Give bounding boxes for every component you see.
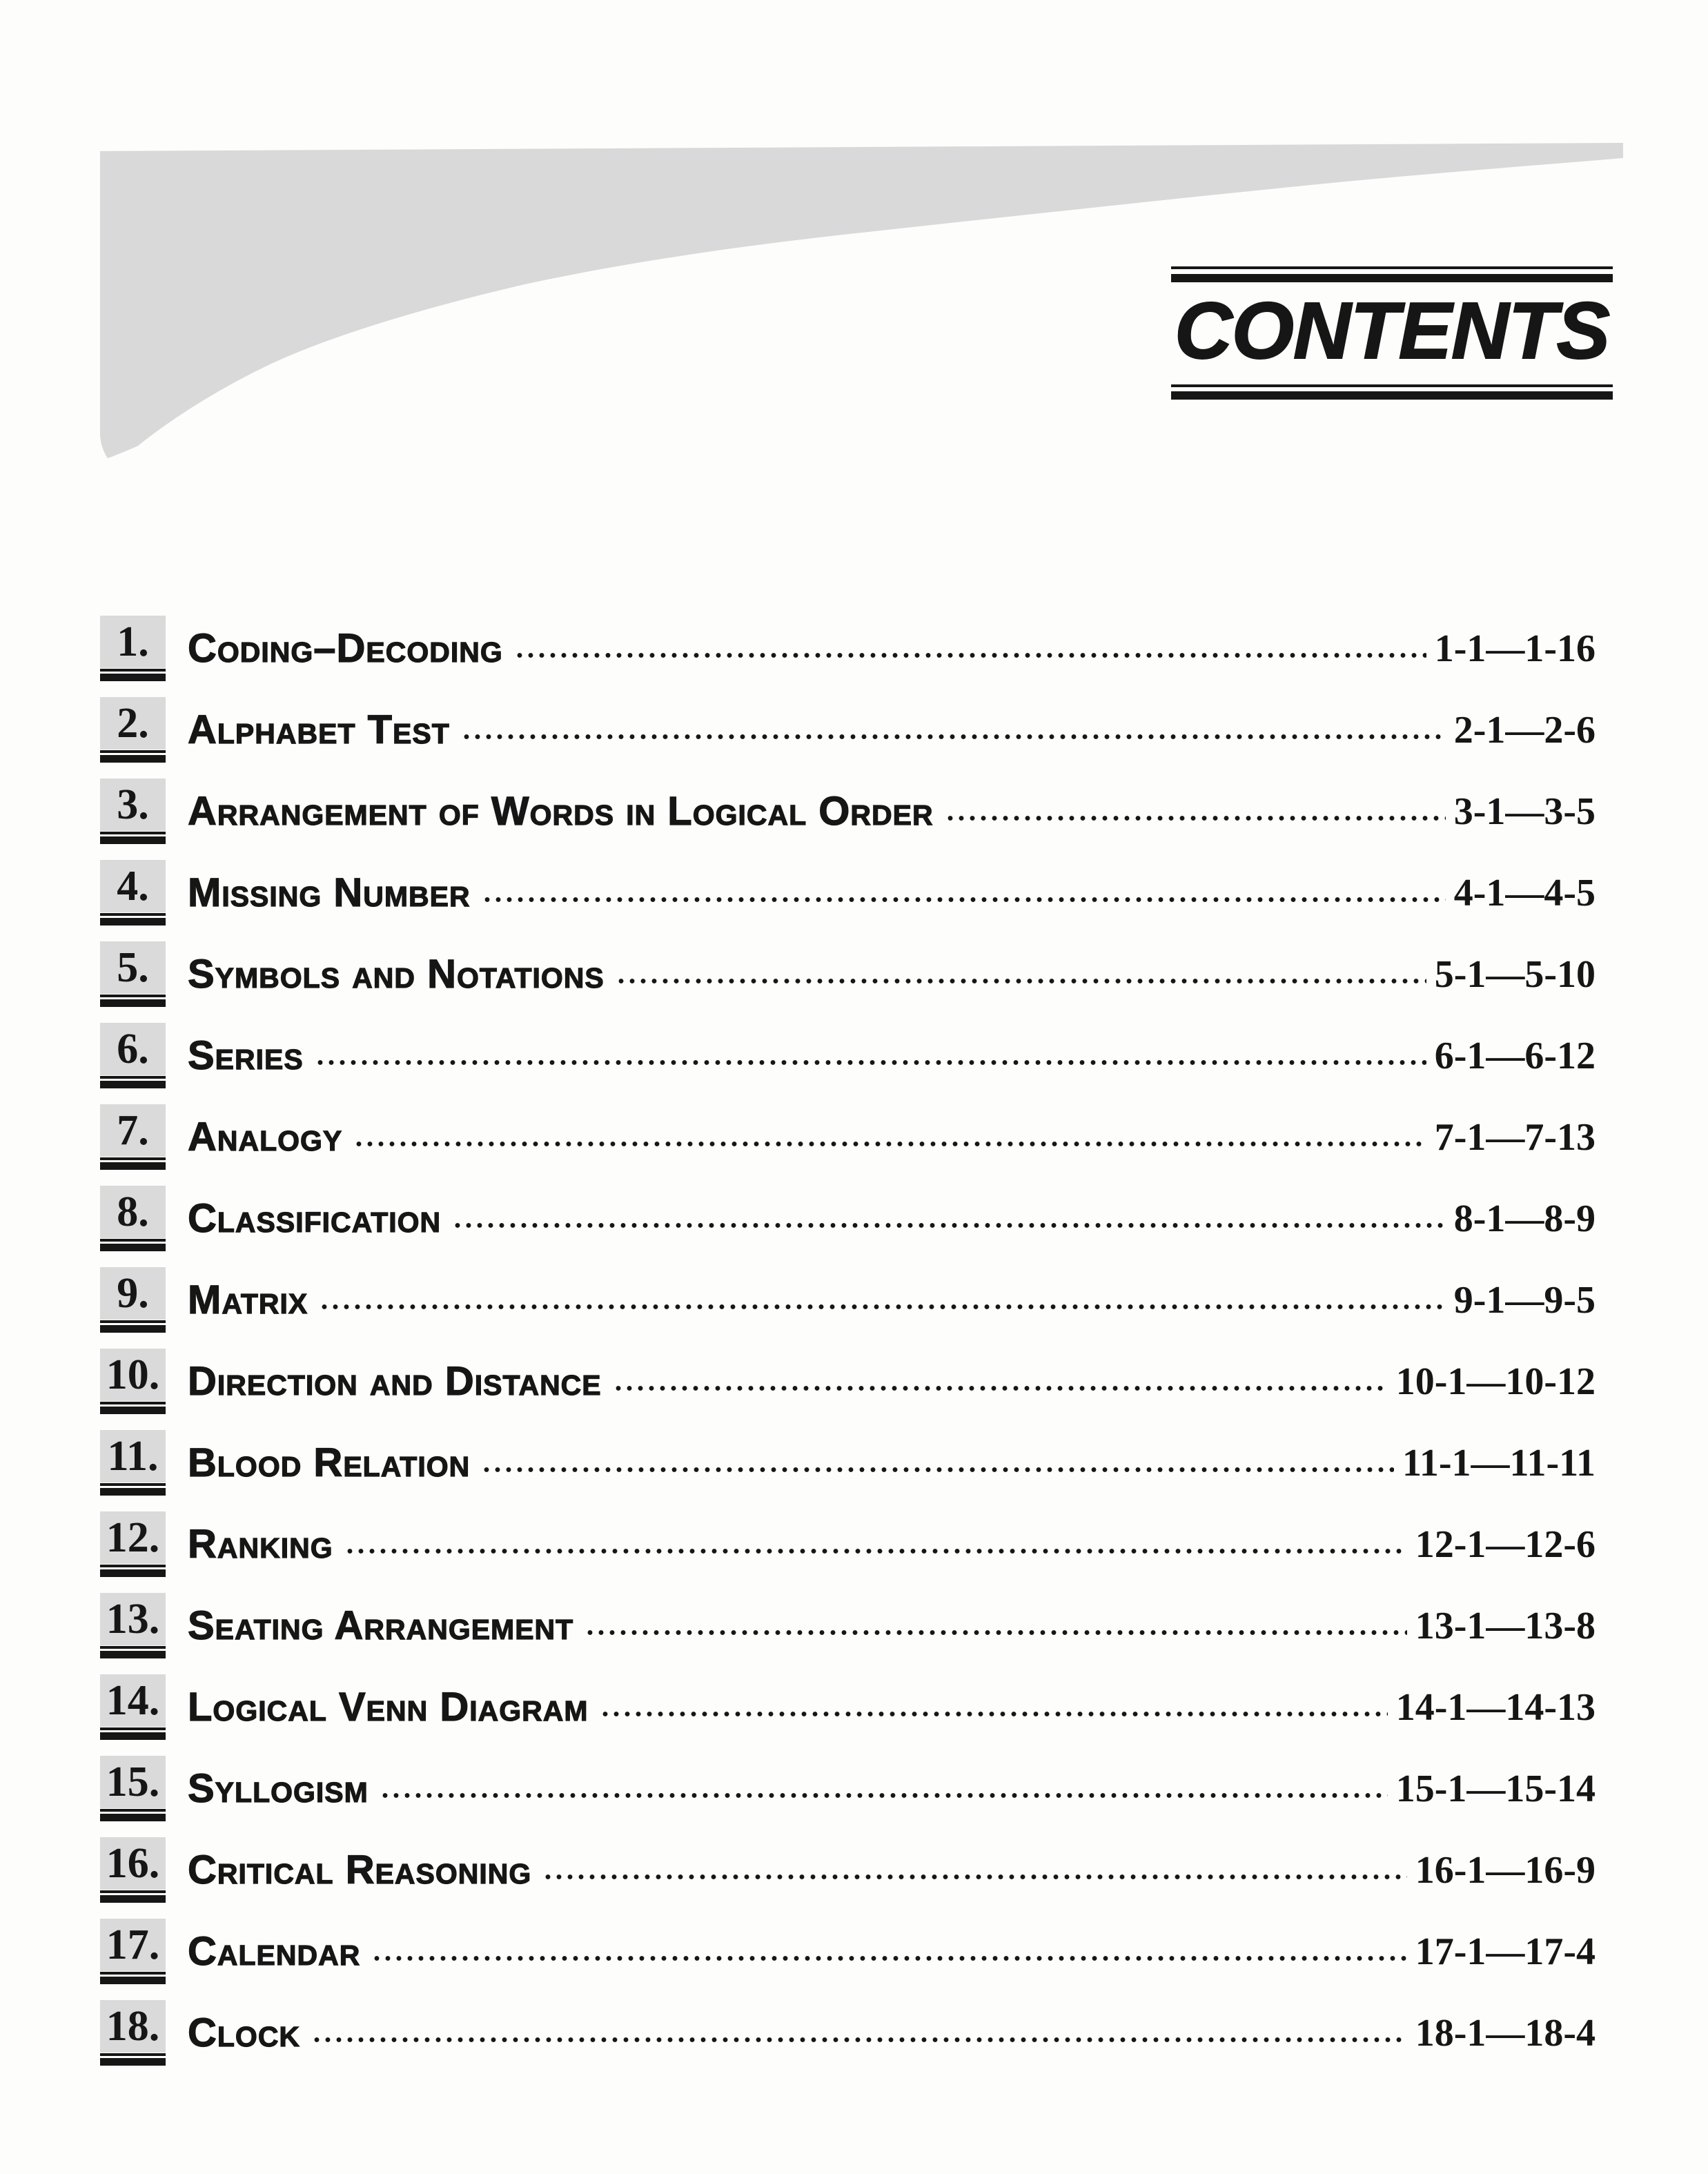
- dotted-leader: [380, 1792, 1388, 1799]
- entry-number-block: [100, 616, 166, 681]
- entry-line: [188, 1035, 1596, 1077]
- entry-number-thick-rule: [100, 1407, 166, 1414]
- entry-page-range: 12-1—12-6: [1415, 1523, 1596, 1566]
- dotted-leader: [315, 1059, 1426, 1066]
- entry-title: Arrangement of Words in Logical Order: [188, 789, 934, 834]
- toc-entry: [0, 768, 1708, 850]
- entry-number-box: [100, 1593, 166, 1645]
- toc-entry: [0, 605, 1708, 687]
- entry-title: Alphabet Test: [188, 707, 450, 752]
- entry-number-thick-rule: [100, 674, 166, 681]
- dotted-leader: [613, 1385, 1388, 1391]
- entry-number-box: [100, 1837, 166, 1890]
- entry-number-thick-rule: [100, 1814, 166, 1821]
- entry-number-box: [100, 1674, 166, 1727]
- entry-number-underline: [100, 1646, 166, 1649]
- entry-number-thick-rule: [100, 1895, 166, 1903]
- entry-number-block: [100, 1674, 166, 1740]
- entry-number-box: [100, 1104, 166, 1157]
- entry-number-box: [100, 1023, 166, 1075]
- entry-number-underline: [100, 2053, 166, 2056]
- entry-number: 4.: [117, 863, 149, 910]
- entry-page-range: 15-1—15-14: [1395, 1767, 1596, 1810]
- entry-line: [188, 1117, 1596, 1158]
- entry-title: Missing Number: [188, 870, 471, 915]
- dotted-leader: [344, 1548, 1407, 1554]
- entry-line: [188, 1361, 1596, 1402]
- toc-entry: [0, 850, 1708, 931]
- dotted-leader: [945, 815, 1446, 821]
- dotted-leader: [319, 1304, 1445, 1310]
- entry-number-block: [100, 2000, 166, 2066]
- entry-title: Calendar: [188, 1929, 361, 1974]
- entry-line: [188, 1687, 1596, 1728]
- entry-number-block: [100, 1919, 166, 1984]
- entry-number-block: [100, 778, 166, 844]
- dotted-leader: [371, 1955, 1406, 1961]
- entry-line: [188, 1768, 1596, 1810]
- toc-entry: [0, 1827, 1708, 1908]
- toc-entry: [0, 1990, 1708, 2071]
- toc-entry: [0, 687, 1708, 768]
- entry-number-underline: [100, 913, 166, 916]
- entry-number: 6.: [117, 1026, 149, 1073]
- entry-number-underline: [100, 1402, 166, 1404]
- entry-page-range: 16-1—16-9: [1415, 1849, 1596, 1892]
- entry-number-thick-rule: [100, 2058, 166, 2066]
- entry-title: Syllogism: [188, 1766, 369, 1811]
- entry-number: 9.: [117, 1270, 149, 1317]
- dotted-leader: [311, 2037, 1407, 2043]
- entry-page-range: 11-1—11-11: [1402, 1442, 1596, 1485]
- entry-number-block: [100, 1267, 166, 1333]
- entry-title: Coding–Decoding: [188, 626, 503, 671]
- entry-line: [188, 1277, 1596, 1322]
- entry-number-block: [100, 1756, 166, 1821]
- entry-number-underline: [100, 1809, 166, 1812]
- toc-entry: [0, 1745, 1708, 1827]
- entry-number: 12.: [106, 1514, 160, 1561]
- header-rule-top-thin: [1171, 266, 1613, 269]
- entry-number-thick-rule: [100, 755, 166, 763]
- entry-number-underline: [100, 1565, 166, 1567]
- entry-page-range: 5-1—5-10: [1434, 953, 1596, 996]
- toc-entry: [0, 1664, 1708, 1745]
- entry-line: [188, 872, 1596, 914]
- entry-number-block: [100, 1837, 166, 1903]
- entry-line: [188, 709, 1596, 751]
- toc-entry: [0, 1501, 1708, 1583]
- entry-number-underline: [100, 1727, 166, 1730]
- page-title: CONTENTS: [1175, 286, 1609, 375]
- dotted-leader: [514, 652, 1426, 658]
- entry-number-underline: [100, 1157, 166, 1160]
- entry-number-box: [100, 1756, 166, 1808]
- entry-number-thick-rule: [100, 1162, 166, 1170]
- dotted-leader: [482, 897, 1446, 903]
- entry-line: [188, 2010, 1596, 2055]
- entry-number: 18.: [106, 2003, 160, 2050]
- entry-number-box: [100, 1511, 166, 1564]
- entry-number-thick-rule: [100, 1325, 166, 1333]
- entry-page-range: 2-1—2-6: [1453, 709, 1596, 752]
- toc-entry: [0, 1338, 1708, 1420]
- entry-number-box: [100, 697, 166, 750]
- entry-number-block: [100, 1511, 166, 1577]
- dotted-leader: [452, 1222, 1446, 1228]
- entry-number-underline: [100, 750, 166, 753]
- entry-line: [188, 791, 1596, 832]
- entry-page-range: 10-1—10-12: [1395, 1360, 1596, 1403]
- entry-title: Analogy: [188, 1115, 343, 1159]
- contents-header: [1171, 266, 1613, 400]
- entry-number-box: [100, 778, 166, 831]
- toc-entry: [0, 1583, 1708, 1664]
- entry-page-range: 7-1—7-13: [1434, 1116, 1596, 1159]
- entry-number-underline: [100, 1890, 166, 1893]
- entry-number-box: [100, 1919, 166, 1971]
- entry-title: Symbols and Notations: [188, 952, 605, 997]
- entry-number: 2.: [117, 700, 149, 747]
- entry-number-box: [100, 860, 166, 912]
- entry-number-thick-rule: [100, 1488, 166, 1496]
- entry-number-thick-rule: [100, 836, 166, 844]
- entry-title: Series: [188, 1033, 304, 1078]
- entry-number: 3.: [117, 781, 149, 828]
- entry-number-block: [100, 1593, 166, 1658]
- toc-entry: [0, 1094, 1708, 1175]
- toc-list: [0, 605, 1708, 2071]
- entry-page-range: 13-1—13-8: [1415, 1605, 1596, 1647]
- entry-number-underline: [100, 995, 166, 997]
- entry-number: 11.: [107, 1433, 159, 1480]
- entry-number-box: [100, 1267, 166, 1320]
- entry-number-underline: [100, 1320, 166, 1323]
- entry-number-thick-rule: [100, 918, 166, 926]
- entry-line: [188, 954, 1596, 995]
- entry-page-range: 14-1—14-13: [1395, 1686, 1596, 1729]
- swoosh-decoration: [0, 0, 1708, 483]
- header-rule-bottom-thin: [1171, 384, 1613, 387]
- entry-number-block: [100, 941, 166, 1007]
- entry-page-range: 18-1—18-4: [1415, 2012, 1596, 2055]
- entry-number-box: [100, 1430, 166, 1482]
- entry-title: Classification: [188, 1196, 442, 1241]
- dotted-leader: [585, 1629, 1406, 1636]
- entry-number-box: [100, 616, 166, 668]
- entry-line: [188, 1605, 1596, 1647]
- toc-entry: [0, 1257, 1708, 1338]
- entry-number-underline: [100, 1076, 166, 1079]
- entry-line: [188, 1198, 1596, 1240]
- entry-number-thick-rule: [100, 1081, 166, 1088]
- entry-page-range: 9-1—9-5: [1453, 1279, 1596, 1322]
- entry-number-underline: [100, 1239, 166, 1242]
- entry-number-underline: [100, 832, 166, 834]
- entry-title: Logical Venn Diagram: [188, 1685, 589, 1730]
- entry-page-range: 3-1—3-5: [1453, 790, 1596, 833]
- entry-title: Direction and Distance: [188, 1359, 602, 1404]
- entry-line: [188, 1524, 1596, 1565]
- entry-line: [188, 1442, 1596, 1484]
- entry-title: Matrix: [188, 1277, 308, 1322]
- entry-title: Clock: [188, 2010, 301, 2055]
- entry-number-thick-rule: [100, 1569, 166, 1577]
- entry-number-thick-rule: [100, 1732, 166, 1740]
- toc-entry: [0, 1012, 1708, 1094]
- dotted-leader: [600, 1711, 1388, 1717]
- entry-number: 17.: [106, 1921, 160, 1968]
- entry-title: Seating Arrangement: [188, 1603, 574, 1648]
- entry-number: 8.: [117, 1188, 149, 1235]
- entry-page-range: 1-1—1-16: [1434, 627, 1596, 670]
- entry-number-block: [100, 1023, 166, 1088]
- entry-line: [188, 1931, 1596, 1972]
- entry-number-thick-rule: [100, 999, 166, 1007]
- entry-title: Blood Relation: [188, 1440, 471, 1485]
- header-rule-bottom-thick: [1171, 391, 1613, 400]
- entry-number-thick-rule: [100, 1244, 166, 1251]
- entry-number-underline: [100, 1483, 166, 1486]
- entry-number-block: [100, 1430, 166, 1496]
- toc-entry: [0, 1420, 1708, 1501]
- entry-number: 16.: [106, 1840, 160, 1887]
- toc-entry: [0, 931, 1708, 1012]
- entry-number: 1.: [117, 618, 149, 665]
- entry-number: 15.: [106, 1759, 160, 1805]
- dotted-leader: [616, 978, 1426, 984]
- entry-number-box: [100, 941, 166, 994]
- toc-entry: [0, 1175, 1708, 1257]
- entry-number-box: [100, 2000, 166, 2053]
- entry-title: Ranking: [188, 1522, 333, 1567]
- entry-number: 10.: [106, 1351, 160, 1398]
- toc-entry: [0, 1908, 1708, 1990]
- dotted-leader: [542, 1874, 1406, 1880]
- dotted-leader: [481, 1467, 1394, 1473]
- entry-number-underline: [100, 1972, 166, 1975]
- header-rule-top-thick: [1171, 274, 1613, 282]
- entry-number: 13.: [106, 1596, 160, 1643]
- entry-number-underline: [100, 669, 166, 672]
- entry-number-block: [100, 1104, 166, 1170]
- entry-number: 7.: [117, 1107, 149, 1154]
- entry-number-box: [100, 1349, 166, 1401]
- entry-number-block: [100, 860, 166, 926]
- entry-number-box: [100, 1186, 166, 1238]
- entry-page-range: 6-1—6-12: [1434, 1035, 1596, 1077]
- entry-number: 5.: [117, 944, 149, 991]
- entry-line: [188, 1850, 1596, 1891]
- entry-number: 14.: [106, 1677, 160, 1724]
- entry-number-thick-rule: [100, 1651, 166, 1658]
- entry-page-range: 8-1—8-9: [1453, 1197, 1596, 1240]
- entry-number-thick-rule: [100, 1977, 166, 1984]
- dotted-leader: [353, 1141, 1426, 1147]
- entry-number-block: [100, 1349, 166, 1414]
- entry-number-block: [100, 1186, 166, 1251]
- dotted-leader: [461, 734, 1446, 740]
- entry-page-range: 17-1—17-4: [1415, 1930, 1596, 1973]
- entry-title: Critical Reasoning: [188, 1848, 532, 1892]
- entry-page-range: 4-1—4-5: [1453, 872, 1596, 914]
- entry-line: [188, 628, 1596, 669]
- entry-number-block: [100, 697, 166, 763]
